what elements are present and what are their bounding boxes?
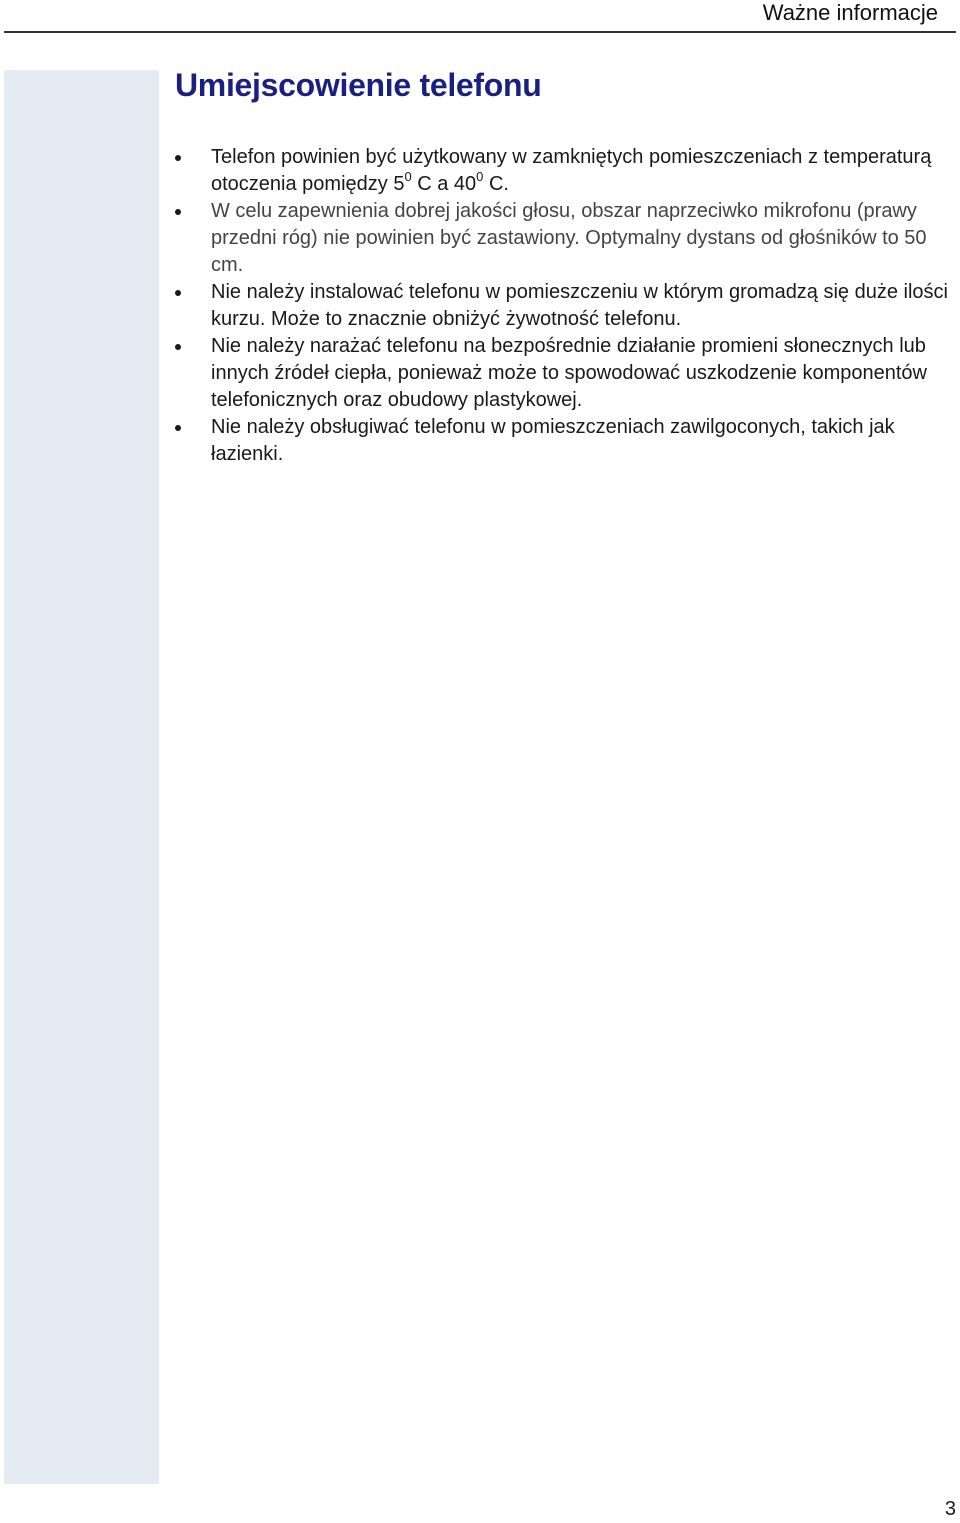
item-text: Nie należy instalować telefonu w pomieszczeniu w którym gromadzą się duże ilości kurzu. Może to znacznie obniżyć żywotność telefonu.	[211, 281, 948, 330]
list-item	[165, 279, 950, 333]
superscript: 0	[404, 169, 412, 184]
list-item	[165, 198, 950, 279]
bullet-icon	[175, 209, 181, 215]
section-title: Umiejscowienie telefonu	[175, 67, 542, 103]
margin-band	[4, 70, 159, 1484]
bullet-icon	[175, 425, 181, 431]
item-text-part: C a 40	[411, 173, 477, 195]
item-text-part: C.	[483, 173, 509, 195]
item-text: W celu zapewnienia dobrej jakości głosu, obszar naprzeciwko mikrofonu (prawy przedni róg) nie powinien być zastawiony. Optymalny dystans od głośników to 50 cm.	[211, 200, 927, 276]
superscript: 0	[476, 169, 484, 184]
running-header: Ważne informacje	[762, 0, 938, 25]
item-text: Nie należy narażać telefonu na bezpośrednie działanie promieni słonecznych lub innych źródeł ciepła, ponieważ może to spowodować uszkodzenie komponentów telefonicznych oraz obudowy plastykowej.	[211, 335, 927, 411]
list-item	[165, 333, 950, 414]
list-item	[165, 414, 950, 468]
bullet-icon	[175, 290, 181, 296]
item-text-part: Telefon powinien być użytkowany w zamkniętych pomieszczeniach z temperaturą otoczenia pomiędzy 5	[211, 146, 932, 195]
bullet-icon	[175, 155, 181, 161]
list-item	[165, 144, 950, 198]
page-number: 3	[944, 1498, 956, 1520]
bullet-icon	[175, 344, 181, 350]
item-text: Nie należy obsługiwać telefonu w pomieszczeniach zawilgoconych, takich jak łazienki.	[211, 416, 895, 465]
header-divider	[4, 31, 956, 33]
guidelines-list	[165, 144, 950, 468]
